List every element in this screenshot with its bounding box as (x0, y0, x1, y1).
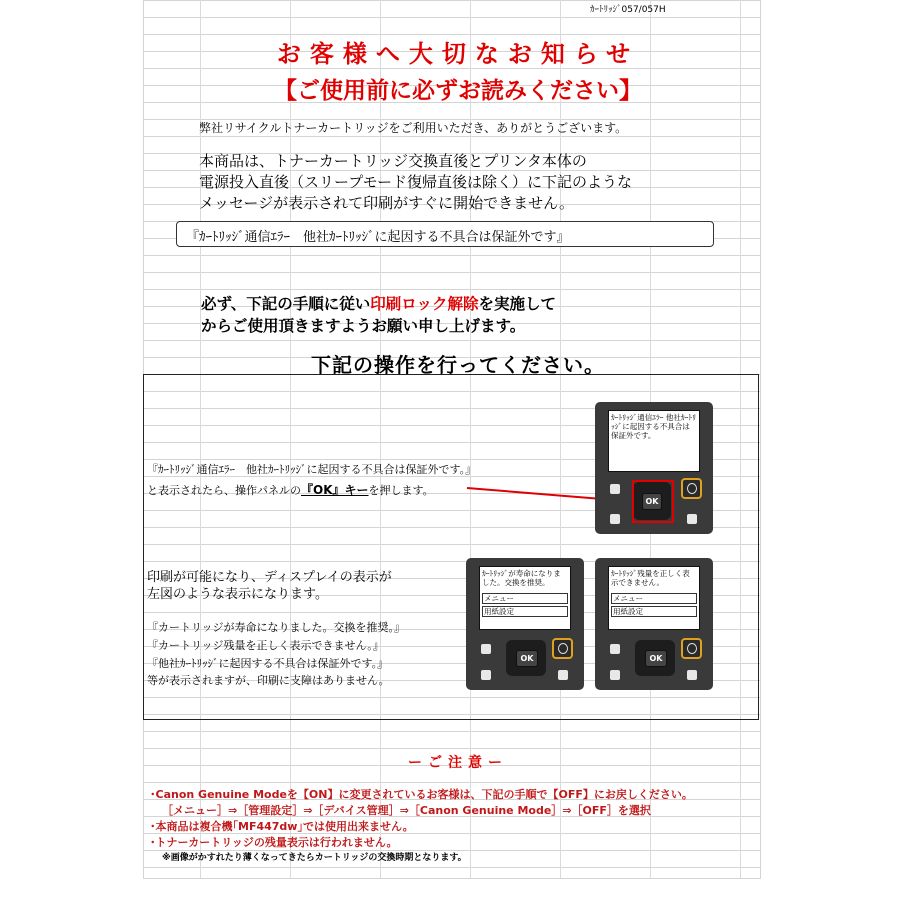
printer-panel-remaining (595, 558, 713, 690)
notice-item: ･Canon Genuine Modeを【ON】に変更されているお客様は、下記の手順で【OFF】にお戻しください。 (150, 788, 693, 801)
print-lock-release-highlight: 印刷ロック解除 (370, 295, 479, 313)
notice-footnote: ※画像がかすれたり薄くなってきたらカートリッジの交換時期となります。 (162, 853, 467, 863)
moon-icon (687, 643, 697, 654)
request-text: 必ず、下記の手順に従い (201, 295, 371, 313)
menu-item[interactable]: メニュー (482, 593, 568, 604)
paper-settings-item[interactable]: 用紙設定 (611, 606, 697, 617)
panel-screen (479, 566, 571, 630)
notice-item: ･本商品は複合機｢MF447dw｣では使用出来ません。 (150, 820, 414, 833)
page-title: お客様へ大切なお知らせ (276, 40, 640, 68)
moon-icon (558, 643, 568, 654)
back-button[interactable] (610, 514, 620, 524)
step1-text: を押します。 (368, 484, 434, 497)
step1-text: と表示されたら、操作パネルの (147, 484, 301, 497)
error-message-text: 『ｶｰﾄﾘｯｼﾞ通信ｴﾗｰ 他社ｶｰﾄﾘｯｼﾞに起因する不具合は保証外です』 (186, 230, 570, 245)
notice-item: ［メニュー］⇒［管理設定］⇒［デバイス管理］⇒［Canon Genuine Mode］⇒［OFF］を選択 (162, 804, 651, 817)
back-button[interactable] (610, 670, 620, 680)
home-button[interactable] (610, 484, 620, 494)
panel-screen-message: ｶｰﾄﾘｯｼﾞが寿命になりました。交換を推奨。 (482, 569, 561, 587)
step2-text: 左図のような表示になります。 (147, 587, 328, 602)
printer-panel-error (595, 402, 713, 534)
panel-screen (608, 566, 700, 630)
ok-button[interactable]: OK (645, 650, 667, 667)
home-button[interactable] (481, 644, 491, 654)
printer-panel-lifetime (466, 558, 584, 690)
paper-settings-item[interactable]: 用紙設定 (482, 606, 568, 617)
step2-message: 『他社ｶｰﾄﾘｯｼﾞに起因する不具合は保証外です。』 (147, 657, 389, 670)
notice-item: ･トナーカートリッジの残量表示は行われません。 (150, 836, 398, 849)
sleep-button[interactable] (681, 478, 702, 499)
back-button[interactable] (481, 670, 491, 680)
ok-button[interactable]: OK (516, 650, 538, 667)
home-button[interactable] (610, 644, 620, 654)
page-subtitle: 【ご使用前に必ずお読みください】 (274, 78, 642, 104)
status-button[interactable] (687, 670, 697, 680)
status-button[interactable] (558, 670, 568, 680)
intro-text: 弊社リサイクルトナーカートリッジをご利用いただき、ありがとうございます。 (199, 121, 628, 135)
model-label: ｶｰﾄﾘｯｼﾞ057/057H (590, 5, 666, 15)
step2-text: 印刷が可能になり、ディスプレイの表示が (147, 570, 392, 585)
description-line: メッセージが表示されて印刷がすぐに開始できません。 (199, 194, 575, 212)
panel-screen-message: ｶｰﾄﾘｯｼﾞ残量を正しく表示できません。 (611, 569, 690, 587)
notice-title: ーご注意ー (408, 755, 508, 771)
operation-heading: 下記の操作を行ってください。 (311, 353, 605, 377)
status-button[interactable] (687, 514, 697, 524)
menu-item[interactable]: メニュー (611, 593, 697, 604)
step2-message: 『カートリッジが寿命になりました。交換を推奨。』 (147, 621, 406, 634)
ok-key-label: 『OK』キー (301, 483, 369, 497)
moon-icon (687, 483, 697, 494)
description-line: 電源投入直後（スリープモード復帰直後は除く）に下記のような (199, 173, 633, 191)
request-line-1 (201, 292, 556, 314)
step1-message: 『ｶｰﾄﾘｯｼﾞ通信ｴﾗｰ 他社ｶｰﾄﾘｯｼﾞに起因する不具合は保証外です。』 (147, 463, 477, 476)
step2-message: 『カートリッジ残量を正しく表示できません。』 (147, 639, 384, 652)
step2-footer: 等が表示されますが、印刷に支障はありません。 (147, 674, 390, 687)
ok-highlight-frame (632, 480, 674, 523)
panel-screen: ｶｰﾄﾘｯｼﾞ通信ｴﾗｰ 他社ｶｰﾄﾘｯｼﾞに起因する不具合は保証外です。 (608, 410, 700, 472)
sleep-button[interactable] (552, 638, 573, 659)
step1-instruction (147, 481, 434, 498)
ok-button[interactable]: OK (642, 493, 662, 510)
request-line-2: からご使用頂きますようお願い申し上げます。 (201, 317, 526, 335)
description-line: 本商品は、トナーカートリッジ交換直後とプリンタ本体の (199, 152, 587, 170)
request-text: を実施して (478, 295, 556, 313)
sleep-button[interactable] (681, 638, 702, 659)
